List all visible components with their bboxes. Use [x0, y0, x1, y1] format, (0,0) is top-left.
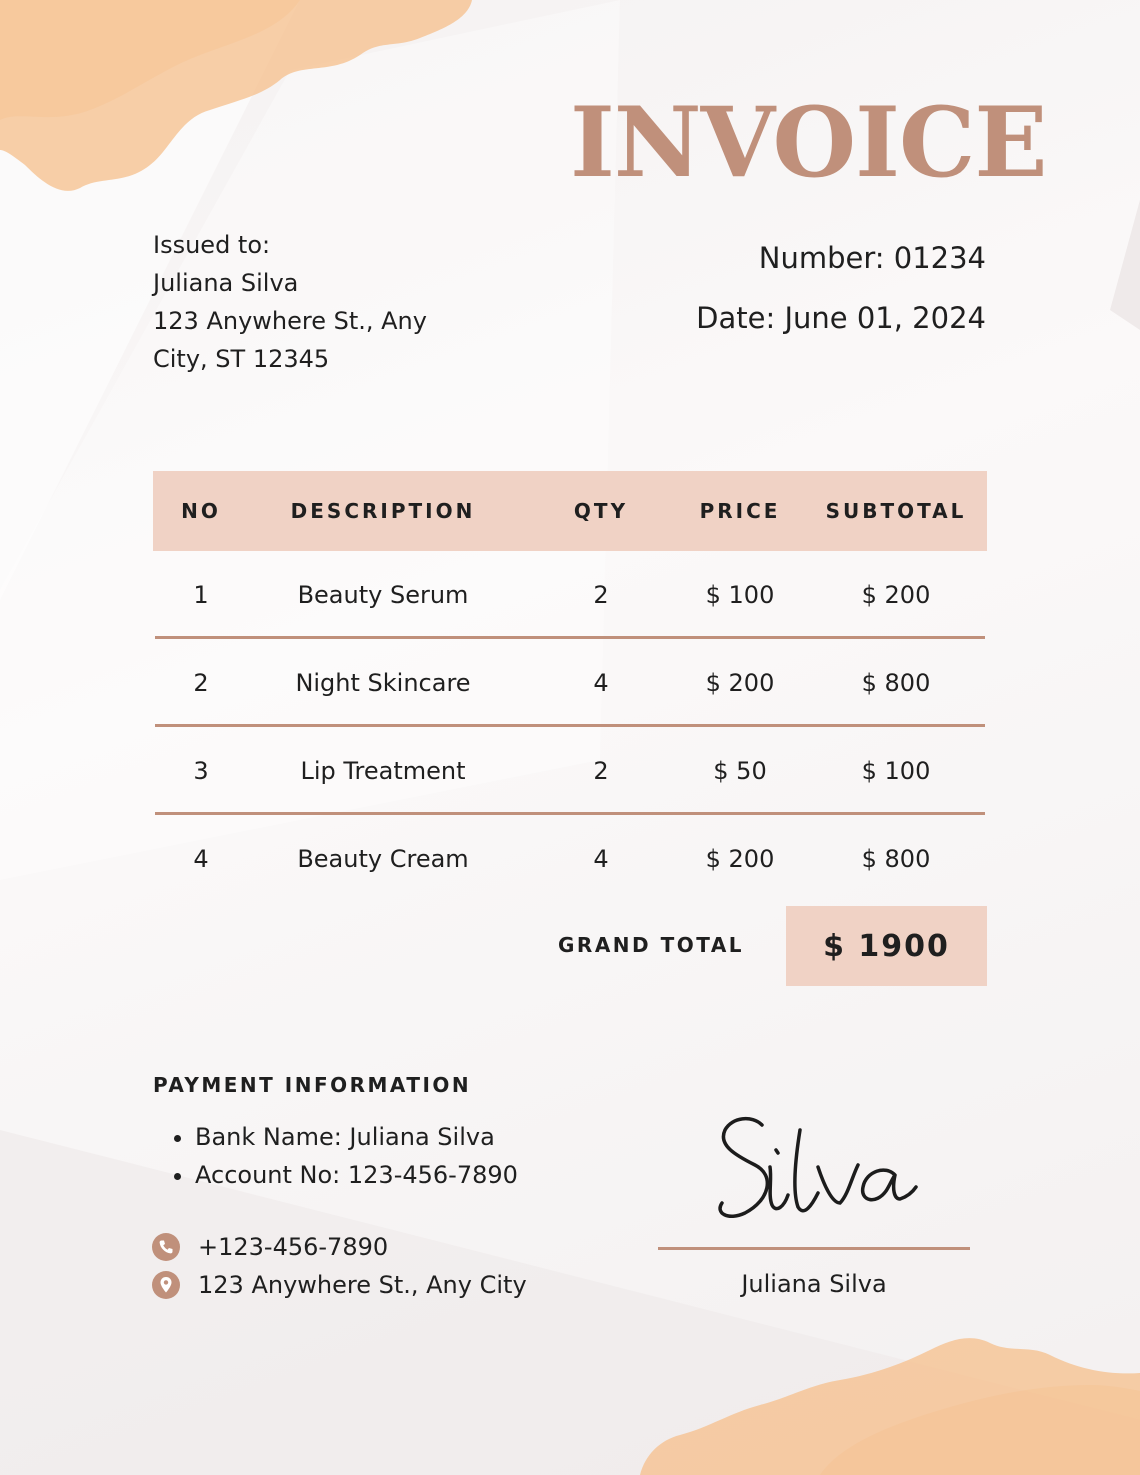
client-name: Juliana Silva — [153, 269, 299, 297]
row-description: Beauty Cream — [297, 845, 469, 873]
grand-total-label: GRAND TOTAL — [558, 933, 745, 957]
items-table — [153, 471, 987, 903]
row-subtotal: $ 100 — [861, 757, 931, 785]
contact-address — [152, 1271, 527, 1299]
payment-heading: PAYMENT INFORMATION — [153, 1073, 472, 1097]
issued-to-label: Issued to: — [153, 231, 271, 259]
signature-line — [658, 1247, 970, 1250]
grand-total-value: $ 1900 — [786, 906, 987, 986]
table-row — [153, 639, 987, 727]
invoice-date: Date: June 01, 2024 — [696, 301, 986, 335]
row-no: 1 — [193, 581, 209, 609]
header-price: PRICE — [699, 499, 781, 523]
row-no: 2 — [193, 669, 209, 697]
row-qty: 2 — [593, 757, 609, 785]
signature-script — [700, 1095, 940, 1235]
watercolor-splash-bottom — [640, 1325, 1140, 1475]
contact-address-text: 123 Anywhere St., Any City — [198, 1271, 527, 1299]
payment-list — [153, 1118, 518, 1194]
row-subtotal: $ 800 — [861, 669, 931, 697]
row-price: $ 100 — [705, 581, 775, 609]
table-row — [153, 727, 987, 815]
row-price: $ 200 — [705, 669, 775, 697]
account-number: • Account No: 123-456-7890 — [195, 1156, 518, 1194]
table-row — [153, 551, 987, 639]
header-description: DESCRIPTION — [290, 499, 476, 523]
client-address-line1: 123 Anywhere St., Any — [153, 307, 427, 335]
row-no: 3 — [193, 757, 209, 785]
signature-text: Silva — [700, 1095, 703, 1096]
row-qty: 2 — [593, 581, 609, 609]
invoice-title: INVOICE — [570, 86, 1047, 199]
contact-phone — [152, 1233, 388, 1261]
client-address-line2: City, ST 12345 — [153, 345, 330, 373]
location-pin-icon — [152, 1271, 180, 1299]
row-description: Lip Treatment — [300, 757, 466, 785]
bank-name: • Bank Name: Juliana Silva — [195, 1118, 518, 1156]
signer-name: Juliana Silva — [741, 1270, 887, 1298]
row-description: Beauty Serum — [297, 581, 469, 609]
phone-number: +123-456-7890 — [198, 1233, 389, 1261]
header-subtotal: SUBTOTAL — [825, 499, 967, 523]
row-no: 4 — [193, 845, 209, 873]
watercolor-splash-top — [0, 0, 480, 200]
header-qty: QTY — [573, 499, 629, 523]
table-header — [153, 471, 987, 551]
row-description: Night Skincare — [295, 669, 471, 697]
table-row — [153, 815, 987, 903]
invoice-meta — [696, 228, 986, 348]
row-qty: 4 — [593, 845, 609, 873]
invoice-number: Number: 01234 — [758, 241, 986, 275]
header-no: NO — [181, 499, 221, 523]
row-price: $ 200 — [705, 845, 775, 873]
phone-icon — [152, 1233, 180, 1261]
row-price: $ 50 — [713, 757, 767, 785]
row-subtotal: $ 800 — [861, 845, 931, 873]
row-subtotal: $ 200 — [861, 581, 931, 609]
issued-to-block — [153, 226, 427, 378]
row-qty: 4 — [593, 669, 609, 697]
